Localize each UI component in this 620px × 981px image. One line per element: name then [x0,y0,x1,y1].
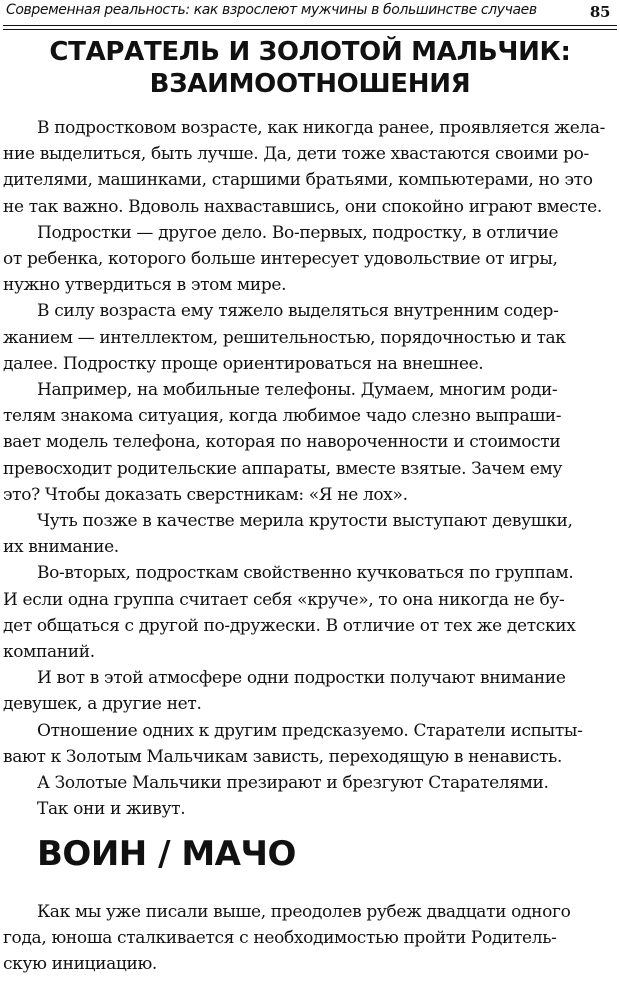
text-line: их внимание. [3,537,119,558]
text-line: телям знакома ситуация, когда любимое чадо слезно выпраши- [3,406,562,427]
text-line: Отношение одних к другим предсказуемо. Старатели испыты- [37,720,583,741]
text-line: девушек, а другие нет. [3,694,202,715]
running-title: Современная реальность: как взрослеют мужчины в большинстве случаев [6,2,537,18]
text-line: вает модель телефона, которая по навороченности и стоимости [3,432,561,453]
text-line: дет общаться с другой по-дружески. В отличие от тех же детских [3,615,576,636]
text-line: от ребенка, которого больше интересует удовольствие от игры, [3,249,558,270]
text-line: Например, на мобильные телефоны. Думаем, многим роди- [37,380,558,401]
text-line: Подростки — другое дело. Во-первых, подростку, в отличие [37,222,559,243]
text-line: жанием — интеллектом, решительностью, порядочностью и так [3,327,566,348]
paragraph [0,770,620,796]
paragraph [0,899,620,978]
text-line: И вот в этой атмосфере одни подростки получают внимание [37,668,566,689]
subsection-body [0,899,620,978]
text-line: Чуть позже в качестве мерила крутости выступают девушки, [37,511,573,532]
paragraph [0,377,620,508]
section-title-line-1: СТАРАТЕЛЬ И ЗОЛОТОЙ МАЛЬЧИК: [49,37,571,67]
paragraph [0,718,620,770]
text-line: Как мы уже писали выше, преодолев рубеж двадцати одного [37,902,571,922]
section-title [0,36,620,100]
text-line: И если одна группа считает себя «круче», то она никогда не бу- [3,589,565,610]
paragraph [0,115,620,220]
text-line: года, юноша сталкивается с необходимостью пройти Родитель- [3,928,557,949]
running-header [6,2,610,24]
text-line: Во-вторых, подросткам свойственно кучковаться по группам. [37,563,574,584]
section-title-line-2: ВЗАИМООТНОШЕНИЯ [149,69,471,99]
text-line: Так они и живут. [37,799,186,820]
paragraph [0,508,620,560]
text-line: В подростковом возрасте, как никогда ранее, проявляется жела- [37,118,606,138]
text-line: не так важно. Вдоволь нахваставшись, они спокойно играют вместе. [3,196,602,217]
subsection-title: ВОИН / МАЧО [37,834,296,874]
header-double-rule [3,25,617,30]
page-number: 85 [589,3,610,21]
text-line: это? Чтобы доказать сверстникам: «Я не лох». [3,484,408,505]
text-line: скую инициацию. [3,954,157,975]
text-line: нужно утвердиться в этом мире. [3,275,287,296]
paragraph [0,796,620,822]
paragraph [0,665,620,717]
section-body [0,115,620,822]
text-line: В силу возраста ему тяжело выделяться внутренним содер- [37,301,559,322]
text-line: дителями, машинками, старшими братьями, компьютерами, но это [3,170,593,191]
paragraph [0,220,620,299]
text-line: А Золотые Мальчики презирают и брезгуют Старателями. [37,773,549,794]
text-line: вают к Золотым Мальчикам зависть, переходящую в ненависть. [3,746,562,767]
text-line: ние выделиться, быть лучше. Да, дети тоже хвастаются своими ро- [3,144,589,165]
text-line: превосходит родительские аппараты, вместе взятые. Зачем ему [3,458,563,479]
text-line: компаний. [3,642,95,663]
text-line: далее. Подростку проще ориентироваться на внешнее. [3,353,484,374]
paragraph [0,560,620,665]
paragraph [0,298,620,377]
